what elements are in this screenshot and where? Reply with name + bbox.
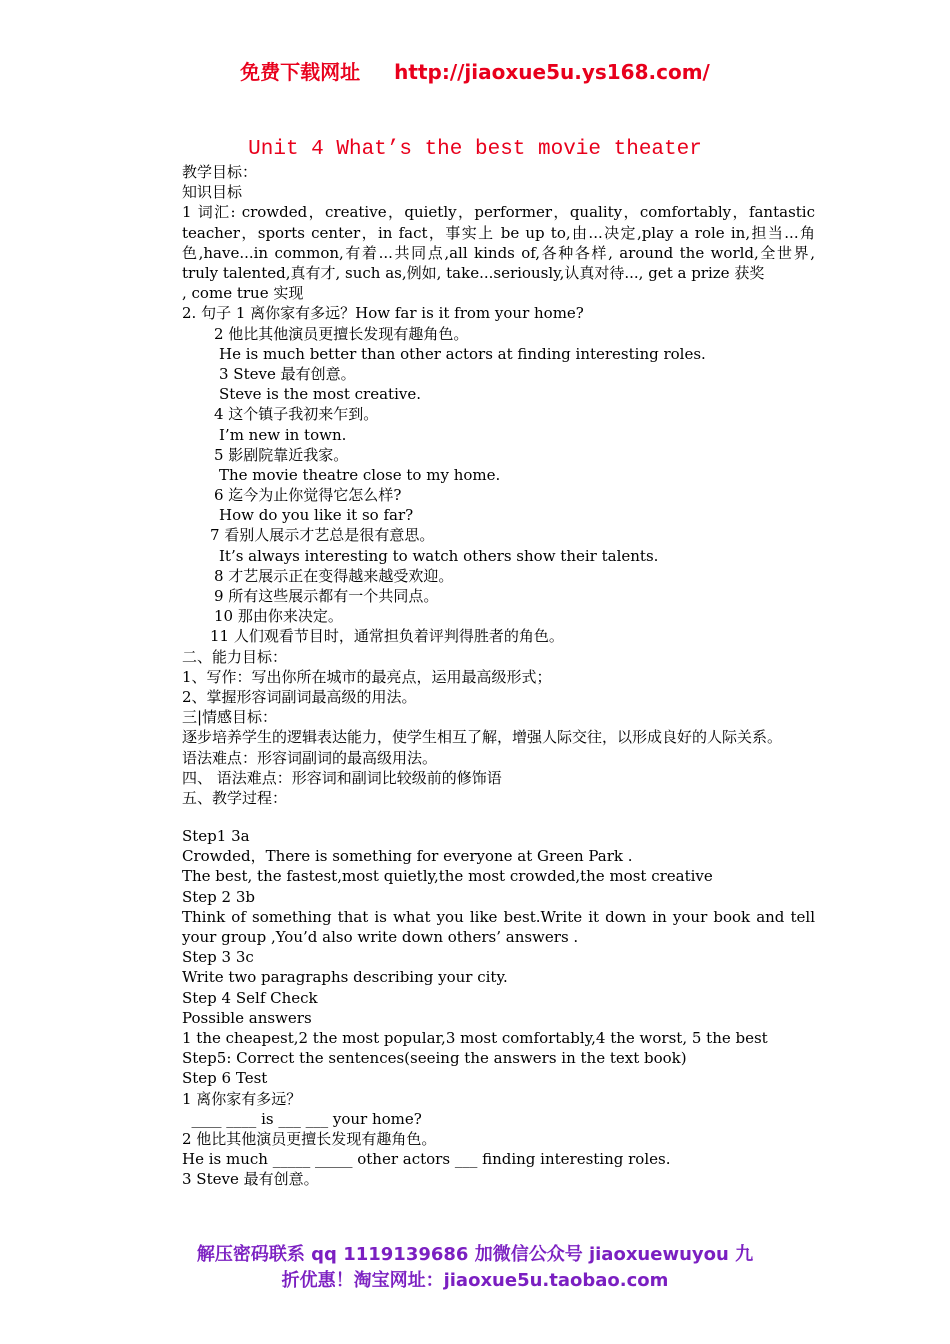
vocabulary-continued: , come true 实现 — [182, 284, 304, 303]
step2-heading: Step 2 3b — [182, 887, 256, 906]
sentence-4-en: I’m new in town. — [219, 425, 347, 444]
step6-heading: Step 6 Test — [182, 1069, 268, 1088]
section-heading-teaching-goals: 教学目标： — [182, 163, 258, 181]
sentence-6-cn: 6 迄今为止你觉得它怎么样? — [214, 486, 402, 505]
test-question-1-cn: 1 离你家有多远？ — [182, 1089, 302, 1108]
download-url-link[interactable]: http://jiaoxue5u.ys168.com/ — [394, 60, 710, 84]
step1-text-1: Crowded，There is something for everyone at Green Park . — [182, 847, 633, 866]
step5-text: Step5: Correct the sentences(seeing the answers in the text book) — [182, 1049, 687, 1068]
step4-heading: Step 4 Self Check — [182, 988, 318, 1007]
emotion-goals-heading: 三|情感目标： — [182, 708, 278, 727]
sentence-5-en: The movie theatre close to my home. — [219, 465, 501, 484]
sentences-heading: 2. 句子 1 离你家有多远？How far is it from your home? — [182, 304, 584, 323]
grammar-difficulty: 语法难点：形容词副词的最高级用法。 — [182, 748, 438, 767]
step4-answers: 1 the cheapest,2 the most popular,3 most comfortably,4 the worst, 5 the best — [182, 1028, 768, 1047]
sentence-3-cn: 3 Steve 最有创意。 — [219, 364, 356, 383]
ability-goal-1: 1、写作：写出你所在城市的最亮点，运用最高级形式； — [182, 667, 552, 686]
spacer — [182, 808, 815, 826]
document-title: Unit 4 What’s the best movie theater — [248, 138, 702, 161]
sentence-4-cn: 4 这个镇子我初来乍到。 — [214, 405, 379, 424]
step1-text-2: The best, the fastest,most quietly,the most crowded,the most creative — [182, 867, 713, 886]
footer-contact-ad — [0, 1242, 950, 1294]
test-question-3-cn: 3 Steve 最有创意。 — [182, 1170, 319, 1189]
sentence-2-en: He is much better than other actors at finding interesting roles. — [219, 344, 706, 363]
sentence-6-en: How do you like it so far? — [219, 506, 414, 525]
document-body — [182, 162, 815, 1189]
sentence-2-cn: 2 他比其他演员更擅长发现有趣角色。 — [214, 324, 469, 343]
step3-heading: Step 3 3c — [182, 948, 254, 967]
header-download-ad — [0, 56, 950, 85]
sentence-7-cn: 7 看别人展示才艺总是很有意思。 — [210, 526, 435, 545]
step3-text: Write two paragraphs describing your city. — [182, 968, 508, 987]
sentence-11-cn: 11 人们观看节目时，通常担负着评判得胜者的角色。 — [210, 627, 564, 646]
emotion-goal-text: 逐步培养学生的逻辑表达能力，使学生相互了解，增强人际交往，以形成良好的人际关系。 — [182, 728, 783, 747]
sentence-10-cn: 10 那由你来决定。 — [214, 607, 343, 626]
vocabulary-paragraph: 1 词汇: crowded，creative，quietly，performer，quality，comfortably，fantastic teacher，sports center，in fact，事实上 be up to,由...决定,play a role in,担当...角色,have...in common,有着...共同点,all kinds of,各种各样, around the world,全世界, truly talented,真有才, such as,例如, take...seriously,认真对待..., get a prize 获奖 — [182, 203, 815, 282]
sentence-3-en: Steve is the most creative. — [219, 385, 421, 404]
sentence-5-cn: 5 影剧院靠近我家。 — [214, 445, 349, 464]
subheading-knowledge-goals: 知识目标 — [182, 183, 243, 202]
test-question-2-blank: He is much _____ _____ other actors ___ finding interesting roles. — [182, 1150, 671, 1169]
teaching-process-heading: 五、教学过程： — [182, 788, 288, 807]
sentence-7-en: It’s always interesting to watch others show their talents. — [219, 546, 659, 565]
step2-text: Think of something that is what you like best.Write it down in your book and tell your group ,You’d also write down others’ answers . — [182, 907, 815, 947]
ability-goal-2: 2、掌握形容词副词最高级的用法。 — [182, 687, 417, 706]
sentence-8-cn: 8 才艺展示正在变得越来越受欢迎。 — [214, 566, 454, 585]
footer-line-1: 解压密码联系 qq 1119139686 加微信公众号 jiaoxuewuyou 九 — [196, 1244, 754, 1265]
grammar-difficulty-2: 四、 语法难点：形容词和副词比较级前的修饰语 — [182, 768, 502, 787]
download-label: 免费下载网址 — [240, 60, 361, 84]
footer-line-2: 折优惠！淘宝网址：jiaoxue5u.taobao.com — [281, 1270, 669, 1291]
step1-heading: Step1 3a — [182, 827, 250, 846]
test-question-1-blank: ____ ____ is ___ ___ your home? — [182, 1109, 422, 1128]
step4-subheading: Possible answers — [182, 1008, 312, 1027]
test-question-2-cn: 2 他比其他演员更擅长发现有趣角色。 — [182, 1129, 437, 1148]
ability-goals-heading: 二、能力目标： — [182, 647, 288, 666]
sentence-9-cn: 9 所有这些展示都有一个共同点。 — [214, 587, 439, 605]
